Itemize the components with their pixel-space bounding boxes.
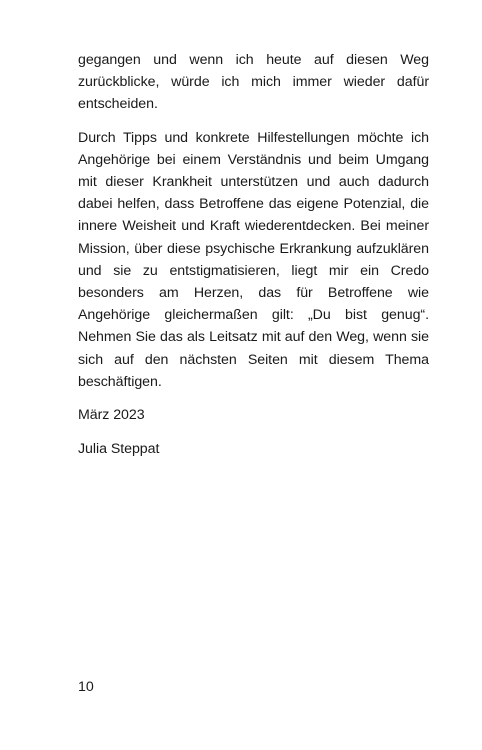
paragraph-1: gegangen und wenn ich heute auf diesen Weg zurückblicke, würde ich mich immer wieder dafür entscheiden. [78,52,429,113]
author-signature: Julia Steppat [78,441,160,458]
page-body [78,49,429,471]
date-line: März 2023 [78,407,145,424]
paragraph-2: Durch Tipps und konkrete Hilfestellungen möchte ich Angehörige bei einem Verständnis und beim Umgang mit dieser Krankheit unterstützen und auch dadurch dabei helfen, dass Betroffene das eigene Potenzial, die innere Weisheit und Kraft wiederentdecken. Bei meiner Mission, über diese psychische Erkrankung aufzuklären und sie zu entstigmatisieren, liegt mir ein Credo besonders am Herzen, das für Betroffene wie Angehörige gleichermaßen gilt: „Du bist genug“. Nehmen Sie das als Leitsatz mit auf den Weg, wenn sie sich auf den nächsten Seiten mit diesem Thema beschäftigen. [78,129,429,390]
page-number: 10 [78,679,94,695]
